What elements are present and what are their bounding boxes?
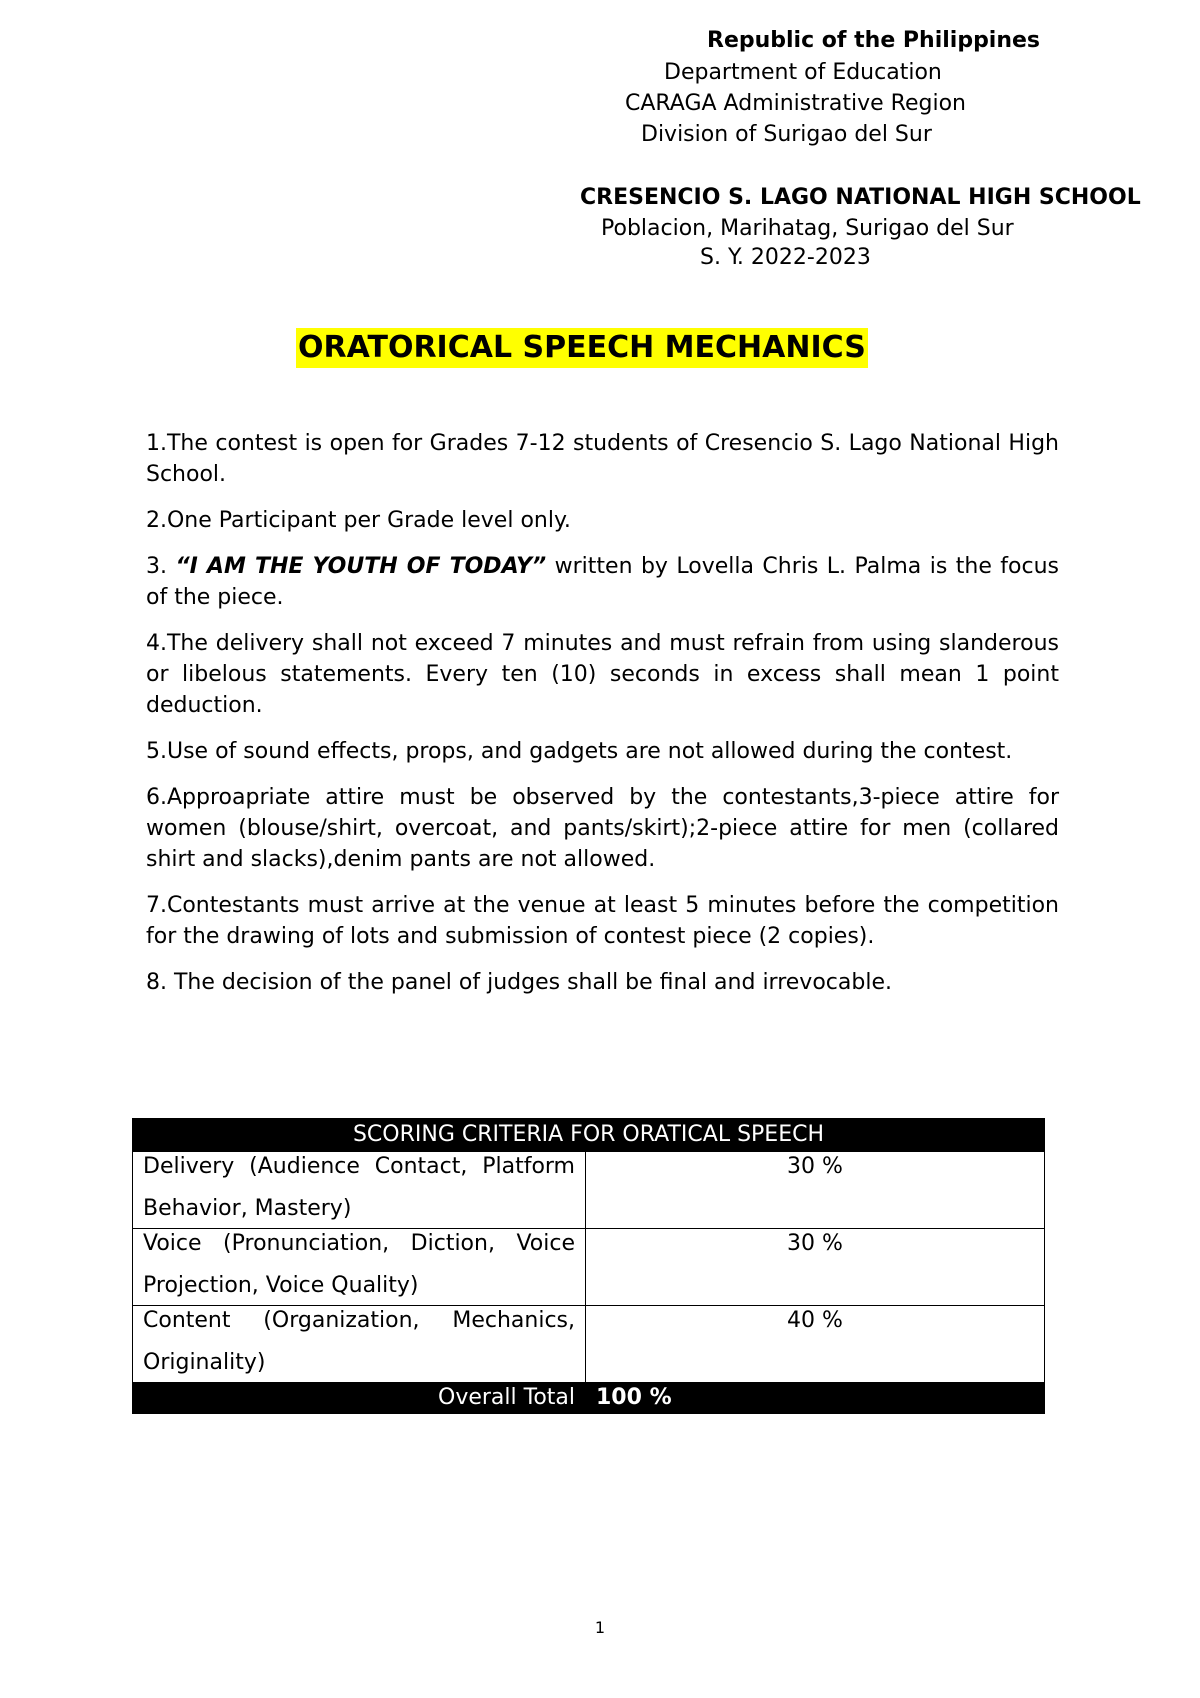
header-region: CARAGA Administrative Region (625, 91, 966, 116)
rule-text: written by Lovella Chris L. Palma is the focus of the piece. (146, 554, 1060, 610)
percent-cell: 40 % (586, 1306, 1045, 1383)
percent-cell: 30 % (586, 1229, 1045, 1306)
percent-cell: 30 % (586, 1152, 1045, 1229)
rule-number: 3. (146, 554, 176, 579)
criterion-cell (133, 1229, 586, 1306)
mechanics-rules-list (146, 428, 1059, 1013)
criterion-text: Voice (Pronunciation, Diction, Voice Projection, Voice Quality) (143, 1231, 575, 1298)
header-school-year: S. Y. 2022-2023 (700, 245, 871, 270)
table-total-row (133, 1383, 1045, 1414)
criterion-text: Delivery (Audience Contact, Platform Behavior, Mastery) (143, 1154, 575, 1221)
header-school-address: Poblacion, Marihatag, Surigao del Sur (601, 216, 1014, 241)
rule-item: 5.Use of sound effects, props, and gadgets are not allowed during the contest. (146, 739, 1013, 764)
rule-item: 1.The contest is open for Grades 7-12 students of Cresencio S. Lago National High School. (146, 431, 1059, 487)
rule-item: 8. The decision of the panel of judges shall be final and irrevocable. (146, 970, 892, 995)
criterion-text: Content (Organization, Mechanics, Originality) (143, 1308, 575, 1375)
table-row (133, 1152, 1045, 1229)
rule-item-focus-piece (146, 551, 1059, 613)
rule-item: 6.Approapriate attire must be observed by the contestants,3-piece attire for women (blouse/shirt, overcoat, and pants/skirt);2-piece attire for men (collared shirt and slacks),denim pants are not allowed. (146, 785, 1059, 872)
table-heading: SCORING CRITERIA FOR ORATICAL SPEECH (133, 1119, 1045, 1152)
table-row (133, 1306, 1045, 1383)
total-label: Overall Total (133, 1383, 586, 1414)
total-value: 100 % (586, 1383, 1045, 1414)
scoring-criteria-table (132, 1118, 1045, 1414)
header-department: Department of Education (664, 60, 942, 85)
criterion-cell (133, 1152, 586, 1229)
rule-item: 2.One Participant per Grade level only. (146, 508, 571, 533)
table-row (133, 1229, 1045, 1306)
criterion-cell (133, 1306, 586, 1383)
rule-item: 4.The delivery shall not exceed 7 minutes and must refrain from using slanderous or libelous statements. Every ten (10) seconds in excess shall mean 1 point deduction. (146, 631, 1059, 718)
header-republic: Republic of the Philippines (707, 28, 1041, 53)
page-number: 1 (594, 1618, 606, 1637)
rule-item: 7.Contestants must arrive at the venue at least 5 minutes before the competition for the drawing of lots and submission of contest piece (2 copies). (146, 893, 1059, 949)
document-title: ORATORICAL SPEECH MECHANICS (296, 328, 868, 368)
contest-piece-title: “I AM THE YOUTH OF TODAY” (175, 554, 547, 579)
header-division: Division of Surigao del Sur (641, 122, 932, 147)
header-school-name: CRESENCIO S. LAGO NATIONAL HIGH SCHOOL (580, 185, 1141, 210)
